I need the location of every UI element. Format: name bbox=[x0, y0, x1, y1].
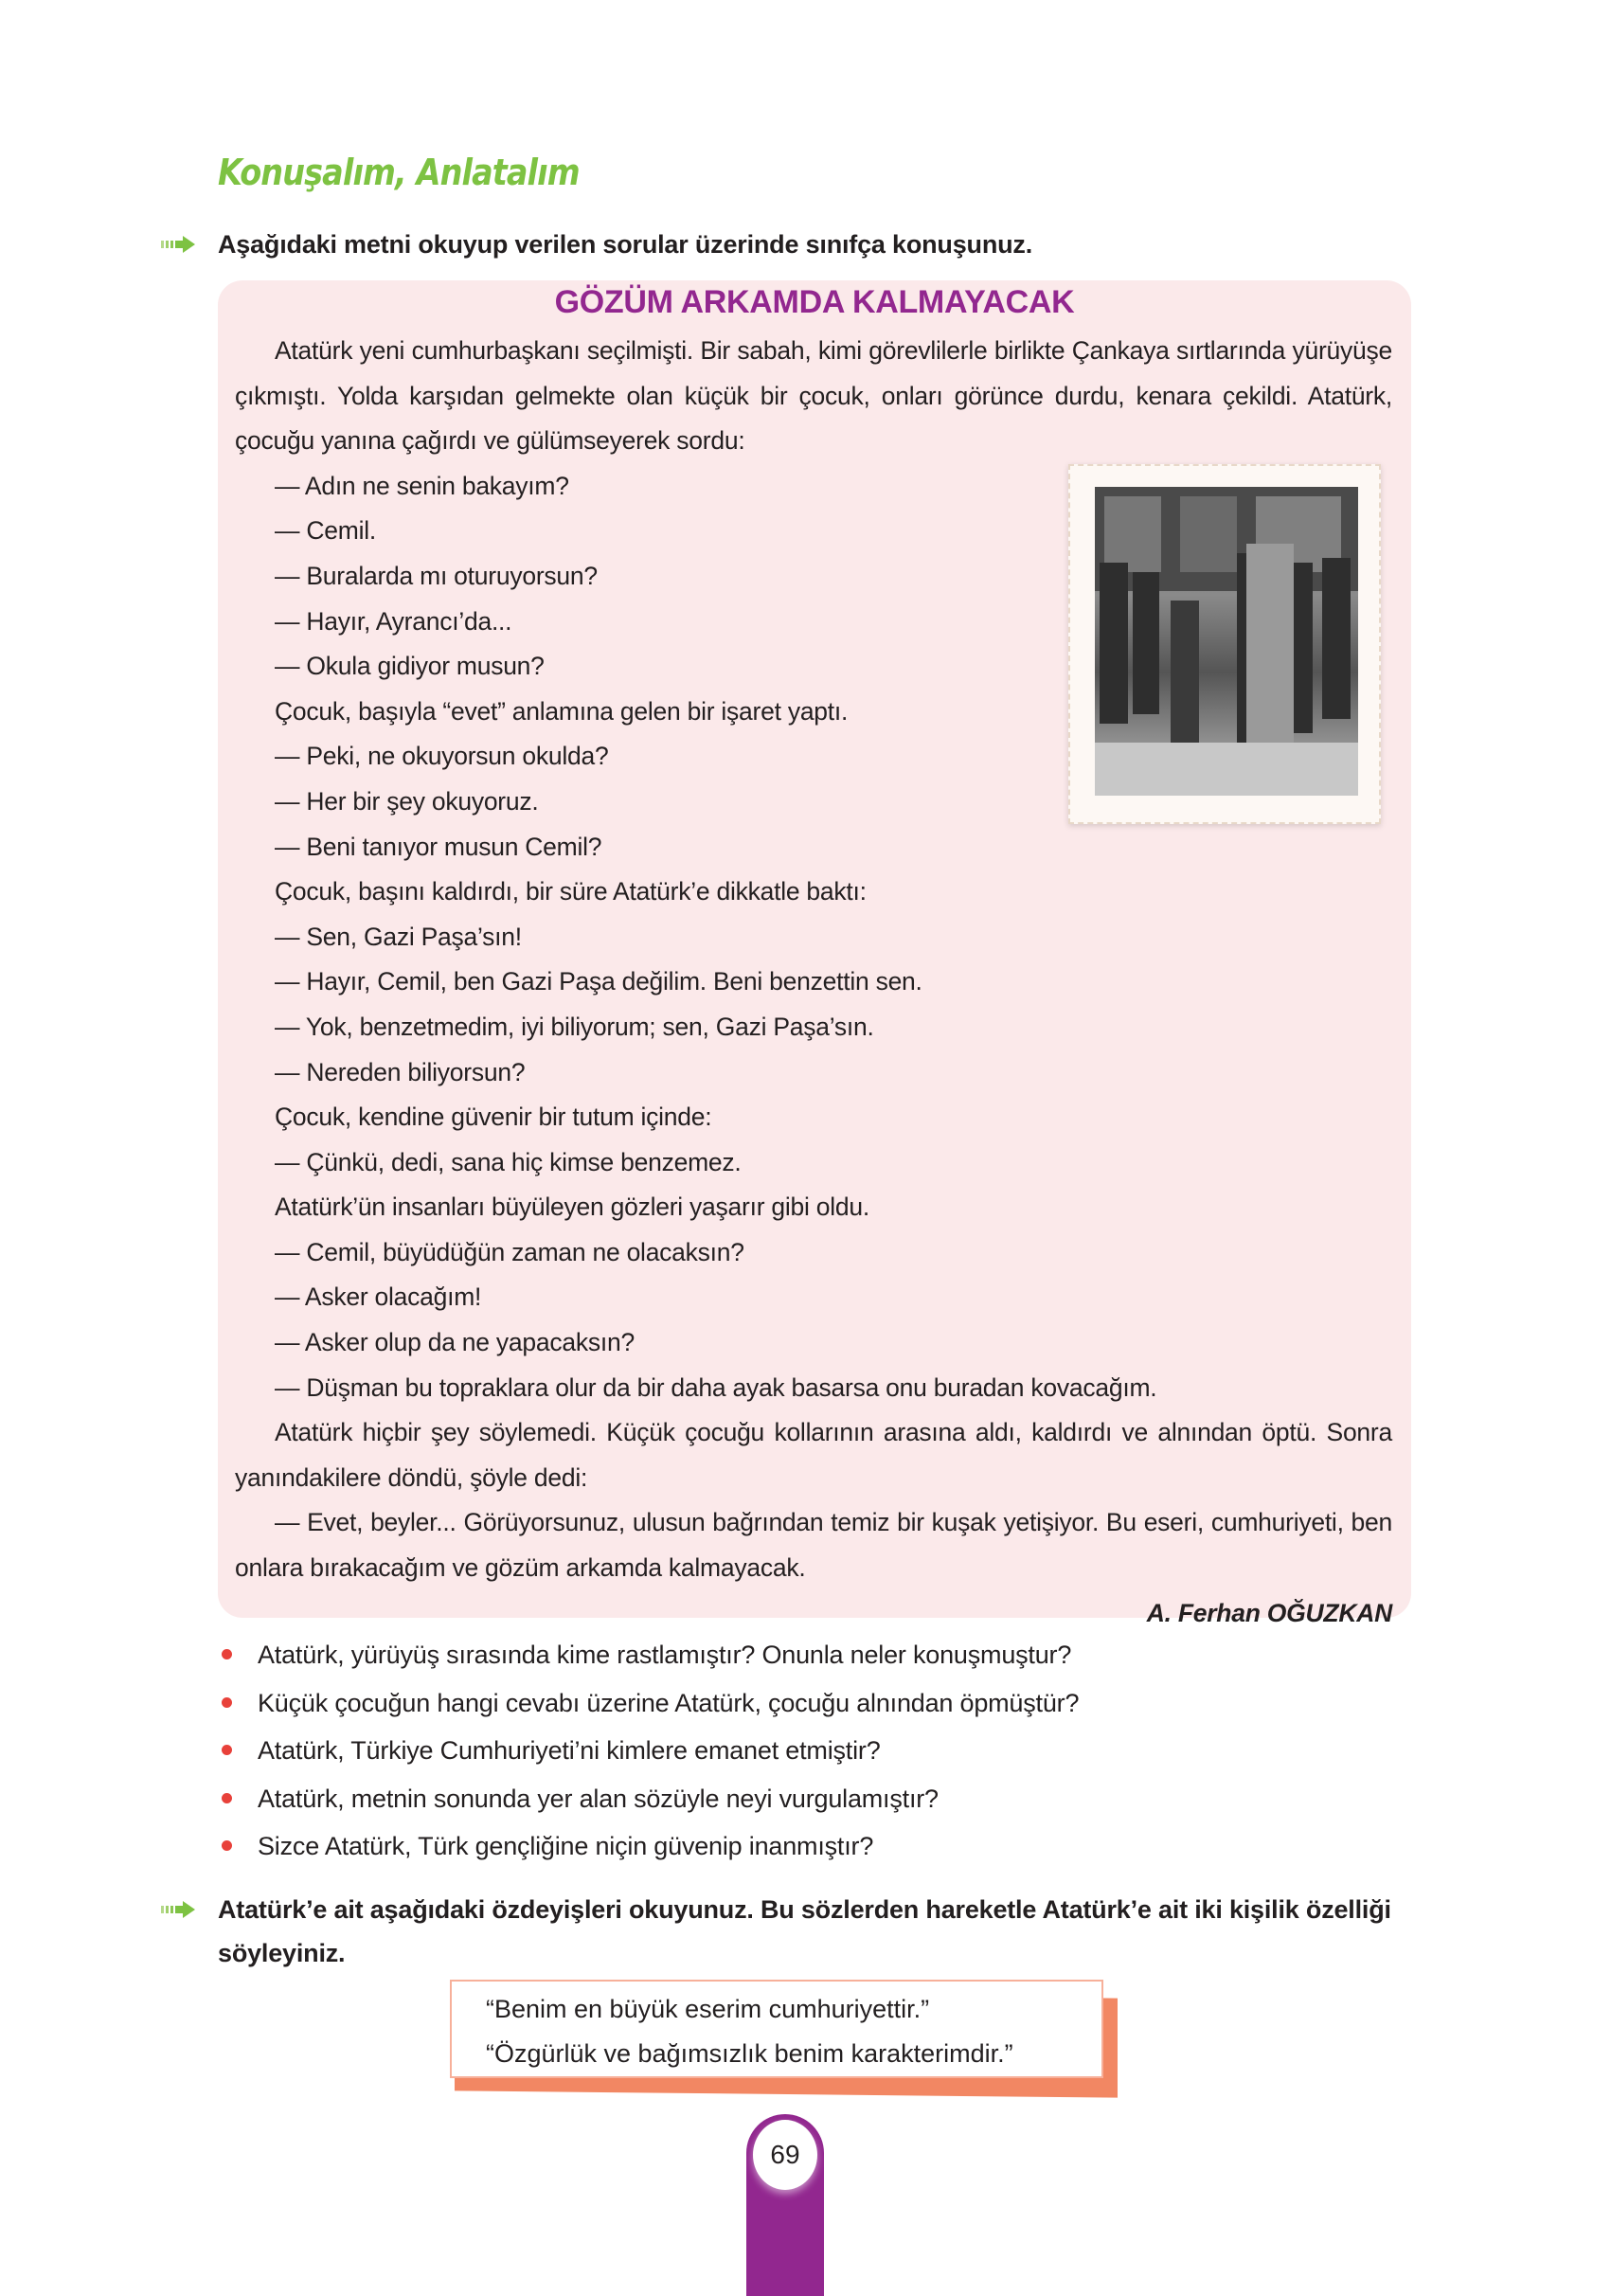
dialogue-line: — Her bir şey okuyoruz. bbox=[275, 786, 539, 816]
story-paragraph-2: Atatürk hiçbir şey söylemedi. Küçük çocuğu kollarının arasına aldı, kaldırdı ve alnından öptü. Sonra yanındakilere döndü, şöyle dedi: bbox=[235, 1418, 1392, 1492]
dialogue-line: — Yok, benzetmedim, iyi biliyorum; sen, Gazi Paşa’sın. bbox=[275, 1012, 874, 1041]
dialogue-line: — Hayır, Cemil, ben Gazi Paşa değilim. Beni benzettin sen. bbox=[275, 967, 922, 996]
dialogue-line: — Peki, ne okuyorsun okulda? bbox=[275, 742, 609, 771]
story-intro: Atatürk yeni cumhurbaşkanı seçilmişti. Bir sabah, kimi görevlilerle birlikte Çankaya sırtlarında yürüyüşe çıkmıştı. Yolda karşıdan gelmekte olan küçük bir çocuk, onları görünce durdu, kenara çekildi. Atatürk, çocuğu yanına çağırdı ve gülümseyerek sordu: bbox=[235, 336, 1392, 456]
dialogue-line: Çocuk, başını kaldırdı, bir süre Atatürk’e dikkatle baktı: bbox=[275, 877, 867, 906]
quote-2: “Özgürlük ve bağımsızlık benim karakterimdir.” bbox=[486, 2039, 1013, 2068]
quote-box bbox=[450, 1980, 1103, 2078]
author: A. Ferhan OĞUZKAN bbox=[1146, 1598, 1392, 1627]
dialogue-line: — Okula gidiyor musun? bbox=[275, 652, 545, 681]
story-title: GÖZÜM ARKAMDA KALMAYACAK bbox=[554, 284, 1075, 320]
instruction-1: Aşağıdaki metni okuyup verilen sorular üzerinde sınıfça konuşunuz. bbox=[218, 230, 1033, 259]
dialogue-line: — Cemil, büyüdüğün zaman ne olacaksın? bbox=[275, 1237, 744, 1266]
question-item: Atatürk, yürüyüş sırasında kime rastlamıştır? Onunla neler konuşmuştur? bbox=[218, 1631, 1079, 1679]
question-item: Sizce Atatürk, Türk gençliğine niçin güvenip inanmıştır? bbox=[218, 1822, 1079, 1871]
dialogue-line: Çocuk, kendine güvenir bir tutum içinde: bbox=[275, 1103, 712, 1132]
instruction-2: Atatürk’e ait aşağıdaki özdeyişleri okuyunuz. Bu sözlerden hareketle Atatürk’e ait iki kişilik özelliği söyleyiniz. bbox=[218, 1895, 1391, 1967]
dialogue-line: — Sen, Gazi Paşa’sın! bbox=[275, 922, 522, 951]
question-item: Küçük çocuğun hangi cevabı üzerine Atatürk, çocuğu alnından öpmüştür? bbox=[218, 1679, 1079, 1728]
question-item: Atatürk, metnin sonunda yer alan sözüyle neyi vurgulamıştır? bbox=[218, 1775, 1079, 1823]
dialogue-line: — Hayır, Ayrancı’da... bbox=[275, 606, 512, 636]
dialogue-line: — Beni tanıyor musun Cemil? bbox=[275, 832, 602, 861]
dialogue-line: — Buralarda mı oturuyorsun? bbox=[275, 561, 598, 590]
dialogue-line: — Cemil. bbox=[275, 516, 376, 546]
dialogue-line: — Asker olacağım! bbox=[275, 1283, 482, 1312]
arrow-icon bbox=[161, 236, 195, 253]
dialogue-line: Atatürk’ün insanları büyüleyen gözleri yaşarır gibi oldu. bbox=[275, 1193, 869, 1222]
section-title: Konuşalım, Anlatalım bbox=[218, 152, 580, 193]
dialogue-line: — Düşman bu topraklara olur da bir daha ayak basarsa onu buradan kovacağım. bbox=[275, 1372, 1157, 1402]
quote-1: “Benim en büyük eserim cumhuriyettir.” bbox=[486, 1995, 930, 2023]
dialogue-line: — Asker olup da ne yapacaksın? bbox=[275, 1328, 635, 1357]
story-paragraph-3: — Evet, beyler... Görüyorsunuz, ulusun bağrından temiz bir kuşak yetişiyor. Bu eseri, cumhuriyeti, ben onlara bırakacağım ve gözüm arkamda kalmayacak. bbox=[235, 1508, 1392, 1583]
dialogue-line: — Nereden biliyorsun? bbox=[275, 1057, 526, 1086]
question-list bbox=[218, 1631, 1079, 1871]
arrow-icon bbox=[161, 1901, 195, 1918]
dialogue-line: — Çünkü, dedi, sana hiç kimse benzemez. bbox=[275, 1147, 742, 1176]
page-number: 69 bbox=[753, 2120, 817, 2190]
dialogue-line: — Adın ne senin bakayım? bbox=[275, 471, 569, 500]
question-item: Atatürk, Türkiye Cumhuriyeti’ni kimlere emanet etmiştir? bbox=[218, 1727, 1079, 1775]
dialogue-line: Çocuk, başıyla “evet” anlamına gelen bir işaret yaptı. bbox=[275, 696, 849, 726]
story-text bbox=[235, 329, 1392, 1636]
dialogue bbox=[235, 464, 1392, 1410]
